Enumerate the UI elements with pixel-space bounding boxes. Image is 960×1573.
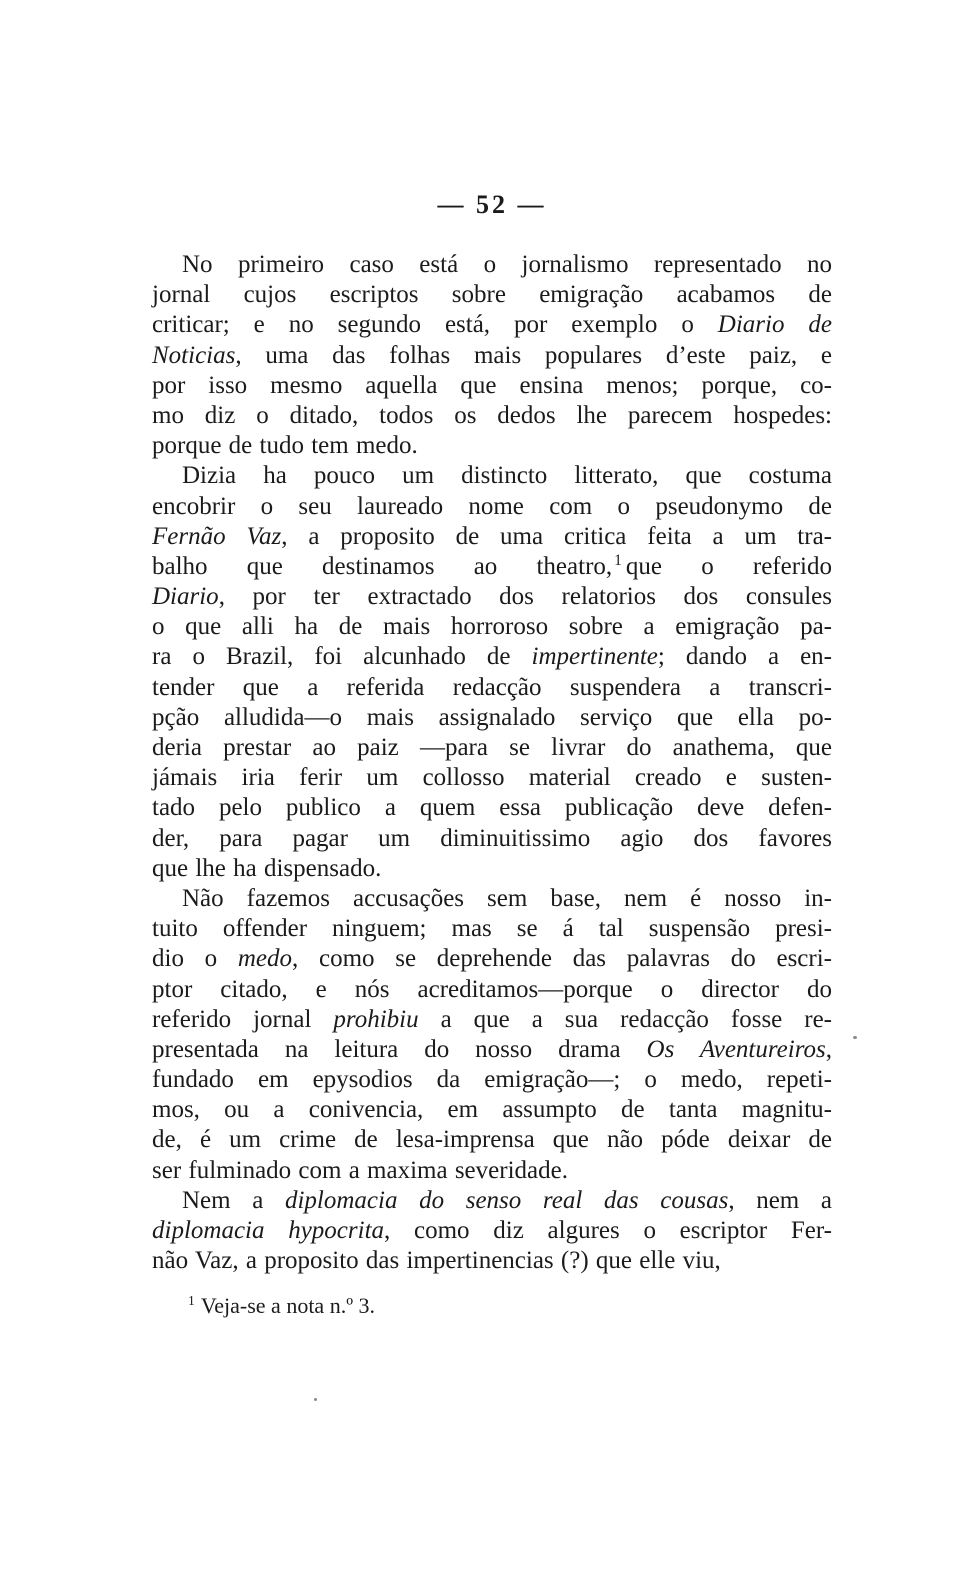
text-run: fundado em epysodios da emigração—; o medo, repeti- [152,1066,832,1094]
text-line [152,310,832,340]
text-line [152,582,832,612]
text-run: presentada na leitura do nosso drama [152,1035,647,1063]
italic-text-run: Diario [152,583,219,611]
text-run: jámais iria ferir um collosso material creado e susten- [152,764,832,792]
text-run: referido jornal [152,1005,334,1033]
text-line [152,1156,832,1186]
italic-text-run: prohibiu [333,1005,419,1033]
text-line [152,703,832,733]
text-line [152,1065,832,1095]
footnote [152,1292,832,1320]
text-run: ser fulminado com a maxima severidade. [152,1156,568,1184]
text-line [152,552,832,582]
text-run: tuito offender ninguem; mas se á tal suspensão presi- [152,915,832,943]
paragraph [152,1186,832,1277]
text-run: , nem a [728,1186,832,1214]
text-line [152,461,832,491]
text-line [152,522,832,552]
italic-text-run: Fernão Vaz [152,522,282,550]
text-run: que o referido [625,552,832,580]
page-number-header: — 52 — [437,190,547,219]
text-line [152,492,832,522]
scan-speck [314,1398,317,1401]
paragraph [152,884,832,1186]
paragraph [152,250,832,461]
text-run: que lhe ha dispensado. [152,854,382,882]
text-line [152,1035,832,1065]
text-line [152,733,832,763]
footnote-reference: 1 [614,551,622,569]
italic-text-run: impertinente [531,643,658,671]
text-run: ra o Brazil, foi alcunhado de [152,643,532,671]
text-line [152,1095,832,1125]
text-run: ; dando a en- [657,643,833,671]
text-run: o que alli ha de mais horroroso sobre a emigração pa- [152,613,832,641]
text-run: porque de tudo tem medo. [152,432,418,460]
text-line [152,1186,832,1216]
text-run: a que a sua redacção fosse re- [418,1005,832,1033]
text-run: não Vaz, a proposito das impertinencias (?) que elle viu, [152,1247,721,1275]
text-run: der, para pagar um diminuitissimo agio dos favores [152,824,832,852]
italic-text-run: diplomacia hypocrita [152,1217,385,1244]
text-line [152,1216,832,1246]
text-line [152,1246,832,1276]
text-line [152,371,832,401]
text-run: pção alludida—o mais assignalado serviço que ella po- [152,703,832,731]
text-line [152,401,832,431]
text-line [152,612,832,642]
text-run: Dizia ha pouco um distincto litterato, que costuma [182,462,832,490]
text-run: balho que destinamos ao theatro, [152,552,613,580]
text-run: tender que a referida redacção suspendera a transcri- [152,673,832,701]
text-line [152,824,832,854]
text-run: , por ter extractado dos relatorios dos consules [218,583,832,611]
text-run: tado pelo publico a quem essa publicação deve defen- [152,794,832,822]
text-run: , [825,1035,832,1063]
text-line [152,1005,832,1035]
text-run: deria prestar ao paiz —para se livrar do anathema, que [152,734,832,761]
text-line [152,914,832,944]
italic-text-run: Diario de [717,311,833,339]
text-line [152,1125,832,1155]
text-run: , como se deprehende das palavras do escri- [292,945,832,973]
text-run: , a proposito de uma critica feita a um tra- [281,522,833,550]
paragraph [152,461,832,884]
text-line [152,341,832,371]
text-run: criticar; e no segundo está, por exemplo o [152,311,718,339]
text-run: por isso mesmo aquella que ensina menos; porque, co- [152,371,832,399]
text-line [152,975,832,1005]
footnote-text: Veja-se a nota n.º 3. [200,1293,376,1318]
text-line [152,642,832,672]
text-line [152,884,832,914]
text-run: No primeiro caso está o jornalismo representado no [182,251,832,278]
text-run: , como diz algures o escriptor Fer- [384,1217,832,1244]
body-text [152,250,832,1276]
text-run: , uma das folhas mais populares d’este paiz, e [235,341,832,369]
text-line [152,280,832,310]
text-line [152,431,832,461]
text-run: mo diz o ditado, todos os dedos lhe parecem hospedes: [152,401,832,429]
italic-text-run: Os Aventureiros [646,1035,826,1063]
text-run: Não fazemos accusações sem base, nem é nosso in- [182,884,832,912]
text-line [152,854,832,884]
text-line [152,944,832,974]
footnote-marker: 1 [188,1292,195,1308]
italic-text-run: medo [237,945,293,973]
text-run: de, é um crime de lesa-imprensa que não póde deixar de [152,1126,832,1154]
text-run: encobrir o seu laureado nome com o pseudonymo de [152,492,832,520]
text-line [152,250,832,280]
italic-text-run: Noticias [152,341,236,369]
text-run: Nem a [182,1186,285,1214]
text-line [152,763,832,793]
text-run: ptor citado, e nós acreditamos—porque o director do [152,975,832,1003]
text-line [152,793,832,823]
scan-speck [853,1036,857,1039]
italic-text-run: diplomacia do senso real das cousas [284,1186,729,1214]
text-line [152,673,832,703]
text-run: jornal cujos escriptos sobre emigração acabamos de [152,281,832,309]
text-run: mos, ou a conivencia, em assumpto de tanta magnitu- [152,1096,832,1124]
text-run: dio o [152,945,238,973]
